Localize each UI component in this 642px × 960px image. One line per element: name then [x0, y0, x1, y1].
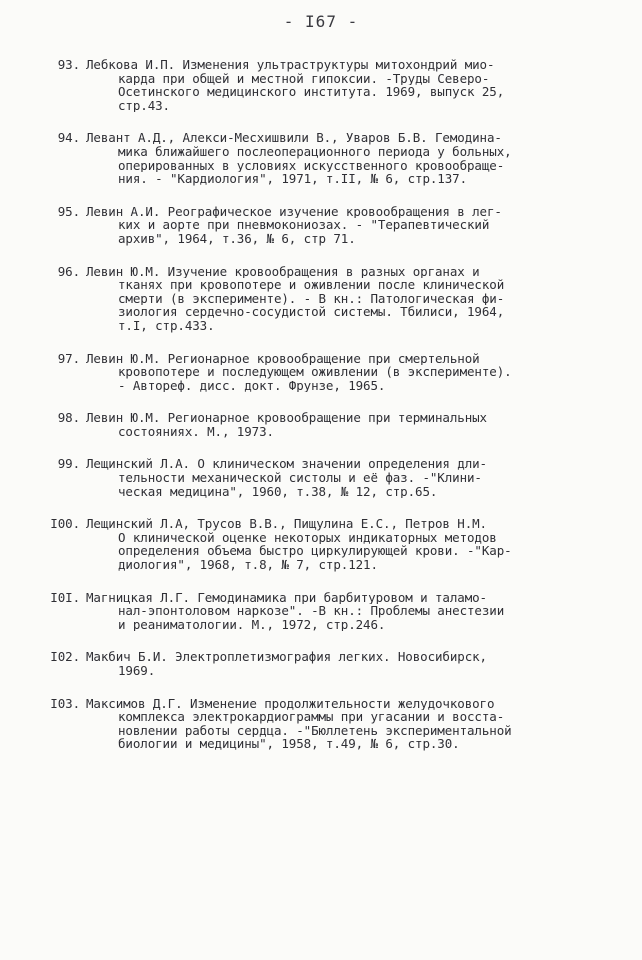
reference-line: Максимов Д.Г. Изменение продолжительности желудочкового — [86, 696, 495, 711]
reference-number: I00. — [50, 516, 80, 532]
reference-text — [86, 591, 586, 632]
reference-text — [86, 517, 586, 571]
reference-line: кровопотере и последующем оживлении (в эксперименте). — [118, 365, 512, 379]
reference-text — [86, 457, 586, 498]
reference-number: I0I. — [50, 589, 80, 605]
reference-line: Магницкая Л.Г. Гемодинамика при барбитуровом и таламо- — [86, 590, 487, 605]
reference-line: архив", 1964, т.36, № 6, стр 71. — [118, 231, 356, 246]
reference-line: карда при общей и местной гипоксии. -Труды Северо- — [118, 71, 490, 86]
reference-entry — [0, 457, 642, 498]
reference-line: Левин Ю.М. Регионарное кровообращение при смертельной — [86, 351, 480, 366]
reference-line: биологии и медицины", 1958, т.49, № 6, стр.30. — [118, 737, 460, 751]
reference-entry — [0, 517, 642, 571]
reference-text — [86, 265, 586, 333]
reference-line: диология", 1968, т.8, № 7, стр.121. — [118, 558, 378, 572]
reference-text — [86, 650, 586, 677]
reference-text — [86, 58, 586, 112]
reference-line: Левант А.Д., Алекси-Месхишвили В., Уваров Б.В. Гемодина- — [86, 131, 502, 145]
reference-line: определения объема быстро циркулирующей крови. -"Кар- — [118, 544, 512, 559]
reference-line: комплекса электрокардиограммы при угасании и восста- — [118, 710, 505, 724]
reference-entry — [0, 650, 642, 677]
reference-number: 99. — [57, 456, 80, 472]
reference-line: мика ближайшего послеоперационного периода у больных, — [118, 144, 512, 159]
reference-line: ния. - "Кардиология", 1971, т.II, № 6, стр.137. — [118, 172, 468, 186]
reference-line: Лещинский Л.А, Трусов В.В., Пищулина Е.С., Петров Н.М. — [86, 517, 487, 531]
reference-line: - Автореф. дисс. докт. Фрунзе, 1965. — [118, 378, 386, 393]
reference-line: нал-эпонтоловом наркозе". -В кн.: Проблемы анестезии — [118, 604, 505, 618]
reference-entry — [0, 58, 642, 112]
reference-line: зиология сердечно-сосудистой системы. Тбилиси, 1964, — [118, 305, 505, 319]
reference-line: состояниях. М., 1973. — [118, 424, 274, 439]
reference-text — [86, 352, 586, 393]
reference-number: 95. — [57, 203, 80, 219]
reference-number: 94. — [57, 130, 80, 146]
reference-entry — [0, 352, 642, 393]
reference-number: 97. — [57, 350, 80, 366]
reference-line: Левин Ю.М. Регионарное кровообращение при терминальных — [86, 411, 487, 425]
reference-line: ких и аорте при пневмокониозах. - "Терапевтический — [118, 218, 490, 232]
reference-entry — [0, 131, 642, 185]
reference-number: 93. — [57, 57, 80, 72]
reference-line: ческая медицина", 1960, т.38, № 12, стр.65. — [118, 484, 438, 499]
reference-text — [86, 697, 586, 751]
reference-line: Левин Ю.М. Изучение кровообращения в разных органах и — [86, 264, 480, 279]
reference-line: тканях при кровопотере и оживлении после клинической — [118, 278, 505, 292]
reference-line: Макбич Б.И. Электроплетизмография легких. Новосибирск, — [86, 650, 487, 664]
reference-entry — [0, 697, 642, 751]
page-number: - I67 - — [283, 12, 359, 31]
reference-line: смерти (в эксперименте). - В кн.: Патологическая фи- — [118, 291, 505, 306]
reference-line: О клинической оценке некоторых индикаторных методов — [118, 530, 497, 545]
reference-entry — [0, 205, 642, 246]
reference-text — [86, 411, 586, 438]
reference-number: I03. — [50, 695, 80, 711]
reference-number: I02. — [50, 649, 80, 665]
reference-line: стр.43. — [118, 98, 170, 113]
reference-line: Осетинского медицинского института. 1969, выпуск 25, — [118, 85, 505, 99]
reference-line: Лебкова И.П. Изменения ультраструктуры митохондрий мио- — [86, 58, 495, 72]
reference-line: 1969. — [118, 664, 156, 678]
reference-line: Левин А.И. Реографическое изучение кровообращения в лег- — [86, 204, 502, 219]
reference-line: оперированных в условиях искусственного кровообраще- — [118, 158, 505, 173]
reference-line: т.I, стр.433. — [118, 318, 215, 333]
reference-entry — [0, 411, 642, 438]
reference-text — [86, 205, 586, 246]
reference-line: тельности механической систолы и её фаз. -"Клини- — [118, 471, 482, 485]
reference-line: Лещинский Л.А. О клиническом значении определения дли- — [86, 457, 487, 472]
reference-line: и реаниматологии. М., 1972, стр.246. — [118, 617, 386, 632]
reference-entry — [0, 265, 642, 333]
reference-number: 96. — [57, 263, 80, 279]
reference-line: новлении работы сердца. -"Бюллетень экспериментальной — [118, 723, 512, 738]
reference-text — [86, 131, 586, 185]
reference-number: 98. — [57, 410, 80, 426]
reference-list — [0, 58, 642, 770]
reference-entry — [0, 591, 642, 632]
